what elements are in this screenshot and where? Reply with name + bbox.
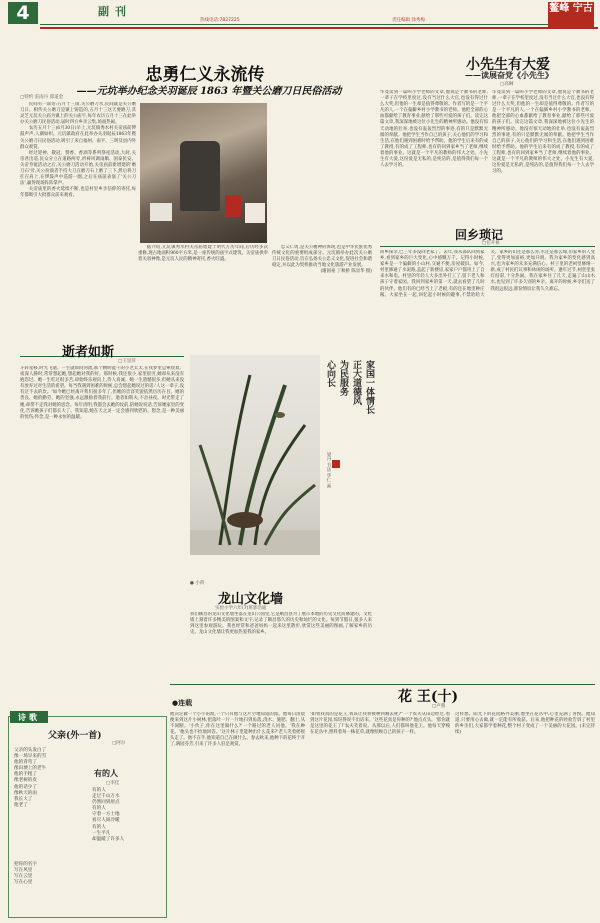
poem-line: 一生平凡	[92, 830, 111, 836]
poem-line: 像秋天的雨	[14, 790, 37, 796]
section-name: 副刊	[98, 5, 132, 18]
poem1-lines	[14, 748, 86, 809]
serial-rule	[170, 684, 595, 685]
poem-line: 他的话少了	[14, 784, 37, 790]
poem1-byline: □阿尔	[112, 741, 126, 746]
lead-column-1	[20, 102, 136, 356]
dragon-marker: ● 小荷	[190, 581, 205, 586]
lead-paragraph: 民间有一谚语:五月十三雨,关公磨刀水,民间就是关公磨刀日。相传关公磨刀是镇上铸造的,五月十三这天要磨刀,其灵芝元坑关公庙为镇上的关公庙宇,每年农历五月十三在此举办关公磨刀民俗活动,届时四方乡亲云集,场面热闹。	[20, 102, 136, 126]
poem1-title: 父亲(外一首)	[48, 731, 102, 741]
calligraphy-credit: 梁丹 书法 华仁 画	[326, 452, 331, 488]
calligraphy-seal-icon	[332, 460, 340, 468]
poem-line: 写在云里	[14, 874, 33, 880]
serial-body-right: 这样想。阳光下的花园格外美丽,他坐在花丛中,心里充满了喜悦。他知道,只要用心去做,就一定能有所收获。后来,他把种花的经验告诉了村里的乡亲们,大家都学着种花,整个村子变成了一个美丽的大花园。(未完待续)	[455, 712, 595, 736]
poem-line: 把你的名字	[14, 862, 37, 867]
poem-tab: 诗歌	[10, 711, 48, 723]
right-article-body: 毕竟读到一篇叫小学老师的文章,他说是个教书的老师,一辈子在学校里度过,没有当过什么大官,也没有得过什么大奖,但他的一生却是值得尊敬的。作者写的是一个平凡的人,一个在偏僻乡村小学教书的老师。他把全部的心血都献给了教育事业,献给了那些可爱的孩子们。读完这篇文章,我深深地被这位小先生的精神所感动。他没有惊天动地的壮举,也没有轰轰烈烈的事迹,有的只是默默无闻的奉献。他把学生当作自己的孩子,关心他们的学习和生活,在他们遇到困难时给予帮助。他的学生后来有的成了教授,有的成了工程师,也有的回到家乡当了老师,继续着他的事业。这就是一个平凡的教师的伟大之处。小先生有大爱,这份爱是无私的,是纯洁的,是值得我们每一个人去学习的。	[380, 90, 488, 169]
lead-paragraph: 据介绍,元坑镇秀水村关帝庙始建于明代万历年间,后历经多次重修,现占地面积960平方米,是一座传统的庙宇式建筑。关帝庙供奉着关羽神像,是元坑人民的精神寄托,香火旺盛。	[138, 245, 268, 263]
dragon-byline: 实验小学六年(7)班郭浩迪	[215, 606, 267, 611]
serial-body-left: 他决定做一个小小的派,一个只有他与这片空地知道的派。他每日清晨便来到这片小树林,把落叶一片一片地扫到角落,浇水、施肥、翻土,从不间断。'小伙子,你在这里做什么?'一个路过的老人问他。'我在种花。'他头也不抬地回答。'这片林子里能种出什么花来?'老人笑着摇摇头走了。他不在乎,他知道自己在做什么。春去秋来,他种下的花终于开了,满园芬芳,引来了许多人驻足观赏。	[170, 712, 305, 748]
poem3-lines	[14, 862, 86, 886]
poem-line: 有的人	[92, 824, 106, 830]
poem-line: 写在心里	[14, 880, 33, 886]
ink-plant-illustration	[190, 355, 320, 555]
photo-caption: (谢国豪 丁秋桥 陈显华 摄)	[320, 269, 372, 275]
poem-line: 看尽人间冷暖	[92, 818, 120, 824]
calligraphy-line: 正大道德风	[351, 360, 361, 405]
lead-paragraph: 农历五月十三(6月30日)早上,元坑镇秀水村关帝庙前锣鼓声声,人潮如织。元坑镇政府在此举办关羽诞辰1863年暨关公磨刀日民俗活动,吸引了来自福州、南平、三明及县内外群众观赏。	[20, 126, 136, 150]
lead-paragraph: 经过迎神、敬冠、赞香、香酒等系列祭祀活动,九时,关帝君出巡,民众分立在道路两旁,祈祷风调雨顺、国泰民安。关帝寿诞活动之后,关公磨刀活动开始,关帝庙前新增建的'磨刀石'旁,关公扮演者手持大刀在磨刀石上磨了三下,然后将刀扛在肩上,在锣鼓声中巡游一圈,之后在庙前表演了'关公刀法',赢得现场阵阵掌声。	[20, 150, 136, 187]
serial-label: ●连载	[172, 699, 193, 707]
poem-line: 我长大了	[14, 796, 33, 802]
calligraphy-line: 为民服务	[338, 360, 348, 396]
poem-line: 有的人	[92, 806, 106, 812]
poem2-lines	[92, 788, 162, 843]
poem2-title: 有的人	[94, 768, 118, 778]
serial-body-middle: '如果我真的是花王,我该让我将被种到哪去呢?''一个农夫从田边经过,看到这片花园,惊讶得说不出话来。'这些花真是你种的?'他点点头。'那你就是这里的花王了!'农夫笑着说。从那以后,人们都叫他花王。他每天穿梭在花丛中,照料着每一株花草,就像照顾自己的孩子一样。	[310, 712, 450, 736]
right-article-title: 小先生有大爱	[466, 57, 550, 73]
lead-column-2	[138, 245, 268, 285]
lead-paragraph: 关帝庙里的香火延续不断,也是村里乡亲信仰的寄托,每年都吸引大批群众前来观看。	[20, 187, 136, 199]
right-article-byline: □高琳	[500, 82, 514, 87]
dragon-body: 我们顺昌的龙山文化墙坐落在龙山公园里,它是顺昌县为了展示本地的历史文化而修建的。文化墙上刻着许多精美的图案和文字,记录了顺昌悠久的历史和灿烂的文化。每到节假日,很多人来到这里参观游玩。我也经常和爸爸妈妈一起来这里散步,欣赏这些美丽的图画,了解家乡的历史。龙山文化墙让我更加热爱我的家乡。	[190, 612, 372, 636]
lead-byline: □特约 雷雨丹 郑道金	[20, 95, 64, 100]
essay-title: 逝者如斯	[62, 345, 115, 360]
recall-byline: □任开祖	[482, 241, 500, 246]
lead-photo	[140, 103, 267, 243]
poem-line: 有的人	[92, 788, 106, 793]
calligraphy-line: 家国一体情长	[364, 360, 374, 414]
right-article-body-continued	[492, 90, 594, 240]
ink-painting	[190, 355, 320, 555]
poem-line: 像老树的皮	[14, 778, 37, 784]
poem-line: 他老了	[14, 802, 28, 808]
serial-title: 花 王(十)	[398, 689, 459, 705]
essay-body: 斗转星移,时光飞逝。一生就如同河流,那个精明能干的小老太太,在我梦里总萦绕着。夜深人静时,常常想起她,想起她对我的好。那时候,我还很小,家里很穷,她却从来没有抱怨过。她一生吃过很多苦,却始终乐观向上,待人真诚。她一生遗憾很多,但她从来没有放弃过对生活的希望。每当我遇到困难的时候,总会想起她说过的话:'人这一辈子,没有过不去的坎。'如今她已经离开我们很多年了,但她的音容笑貌依然历历在目。她的善良、她的勤劳、她的坚强,永远激励着我前行。逝者如斯夫,不舍昼夜。时光带走了她,却带不走我对她的思念。每年清明,我都会去她的坟前,陪她说说话,告诉她家里的变化,告诉她孩子们都长大了。我知道,她在天之灵一定会感到欣慰的。想念,是一种美丽的忧伤;怀念,是一种永恒的温暖。	[20, 366, 184, 420]
serial-byline: □卢燕	[432, 704, 446, 709]
essay-byline: □王显萍	[118, 359, 136, 364]
calligraphy-line: 心向长	[325, 360, 335, 387]
photo-stone	[150, 203, 172, 221]
lead-title: 忠勇仁义永流传	[145, 65, 265, 85]
recall-title: 回乡琐记	[455, 228, 504, 242]
editor-credit: 责任编辑 徐秀梅	[392, 18, 425, 23]
right-article-continued-text: 毕竟读到一篇叫小学老师的文章,他说是个教书的老师,一辈子在学校里度过,没有当过什么大官,也没有得过什么大奖,但他的一生却是值得尊敬的。作者写的是一个平凡的人,一个在偏僻乡村小学教书的老师。他把全部的心血都献给了教育事业,献给了那些可爱的孩子们。读完这篇文章,我深深地被这位小先生的精神所感动。他没有惊天动地的壮举,也没有轰轰烈烈的事迹,有的只是默默无闻的奉献。他把学生当作自己的孩子,关心他们的学习和生活,在他们遇到困难时给予帮助。他的学生后来有的成了教授,有的成了工程师,也有的回到家乡当了老师,继续着他的事业。这就是一个平凡的教师的伟大之处。小先生有大爱,这份爱是无私的,是纯洁的,是值得我们每一个人去学习的。	[492, 90, 594, 175]
poem-line: 他的背弯了	[14, 760, 37, 766]
poem-line: 父亲的头发白了	[14, 748, 47, 753]
recall-body: 回乡探亲,已三年多没回老家了。去年,我从部队回到家乡,看到家乡的巨大变化,心中感慨万千。记得小时候,家乡是一个偏僻的小山村,交通不便,房屋破旧。如今,村里修通了水泥路,盖起了新楼房,家家户户都用上了自来水和电。村里的年轻人大多出外打工了,留下老人和孩子守着家园。我回到家乡的第一天,就去看望了儿时的伙伴。他们有的已经当上了老板,有的还在地里种庄稼。大家坐在一起,回忆起小时候的趣事,不禁哈哈大笑。家乡的山还是那么青,水还是那么绿,但家乡的人变了,变得更加富裕,更加开朗。我为家乡的变化感到高兴,也为家乡的未来充满信心。村子里的老祠堂修缮一新,成了村民们议事和休闲的场所。逢年过节,祠堂里张灯结彩,十分热闹。我在家乡住了几天,走遍了山山水水,也见到了许多久别的乡亲。离开的时候,乡亲们送了我很远很远,那份情谊让我久久难忘。	[380, 250, 595, 298]
poem-line: 走过千山万水	[92, 794, 120, 800]
header-red-rule	[40, 27, 598, 29]
brand-seal-icon: 鳌峰 宁古	[548, 2, 594, 27]
calligraphy-panel	[322, 360, 374, 520]
photo-figure	[180, 141, 220, 211]
poem-line: 像一场早来的雪	[14, 754, 47, 760]
photo-red-box	[225, 195, 241, 217]
poem-line: 却温暖了许多人	[92, 836, 125, 842]
poem2-byline: □李佳	[106, 781, 120, 786]
lead-paragraph: 忠义仁勇,是关公精神的体现,也是中华民族优秀传统文化的重要组成部分。元坑镇举办此次关公磨刀日民俗活动,旨在弘扬关公忠义文化,促进社会和谐稳定,并以此为契机推动当地文化旅游产业发展。	[272, 245, 372, 269]
lead-column-3	[272, 245, 372, 285]
page-number: 4	[8, 2, 38, 24]
poem-line: 像田埂上的老牛	[14, 766, 47, 772]
dragon-title: 龙山文化墙	[218, 592, 284, 607]
lead-subtitle: ——元坑举办纪念关羽诞辰 1863 年暨关公磨刀日民俗活动	[76, 86, 342, 97]
photo-white-box	[245, 203, 265, 223]
poem-line: 守着一方土地	[92, 812, 120, 818]
right-article-subtitle: ——读展奋党《小先生》	[465, 70, 553, 80]
poem-line: 写在风里	[14, 868, 33, 874]
poem-line: 仍然回到原点	[92, 800, 120, 806]
header-rule	[40, 24, 560, 25]
page-header	[0, 0, 600, 27]
recall-rule	[380, 246, 595, 247]
poem-line: 他的手粗了	[14, 772, 37, 778]
hotline: 热线电话:7827225	[200, 18, 240, 23]
